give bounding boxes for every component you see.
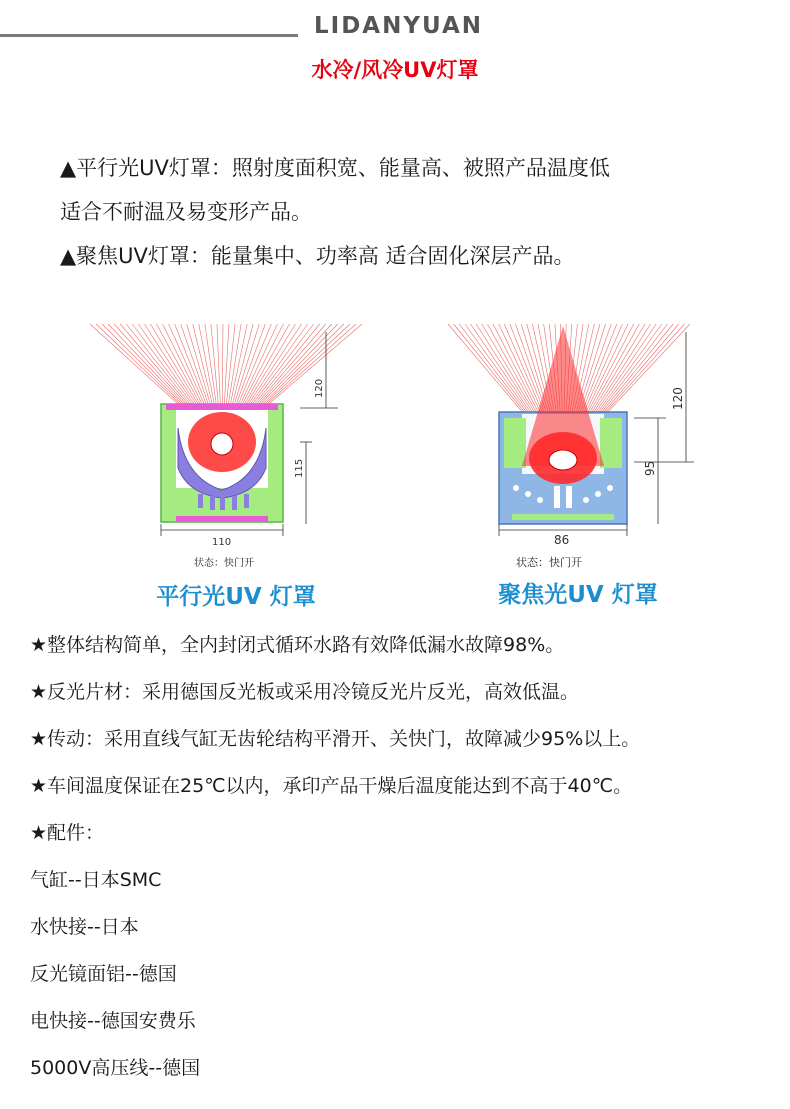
- intro-line-parallel-cont: 适合不耐温及易变形产品。: [60, 200, 312, 224]
- accessories-heading: ★配件：: [30, 822, 105, 844]
- intro-line-parallel: ▲平行光UV灯罩：照射度面积宽、能量高、被照产品温度低: [60, 156, 610, 180]
- reflector-strip: [166, 404, 278, 410]
- header-divider: [0, 34, 298, 37]
- page-subtitle: 水冷/风冷UV灯罩: [311, 58, 479, 82]
- dim-label-top: 120: [671, 387, 685, 410]
- feature-row: ★整体结构简单，全内封闭式循环水路有效降低漏水故障98%。: [30, 634, 565, 656]
- dim-label-side: 95: [643, 460, 657, 476]
- uv-lamp-tube: [211, 433, 233, 455]
- parallel-lamp-diagram: [86, 318, 376, 578]
- focus-lamp-drawing: [444, 318, 704, 578]
- status-label: 状态：快门开: [194, 558, 254, 569]
- feature-row: ★反光片材：采用德国反光板或采用冷镜反光片反光，高效低温。: [30, 681, 580, 703]
- inner-green-left: [504, 418, 526, 468]
- dim-label-side: 115: [294, 458, 305, 478]
- dim-label-bottom: 110: [212, 537, 232, 548]
- feature-list: [30, 622, 780, 1092]
- inner-green-right: [600, 418, 622, 468]
- parallel-lamp-drawing: [86, 318, 376, 578]
- dim-label-bottom: 86: [554, 533, 570, 547]
- status-label: 状态：快门开: [516, 556, 582, 569]
- accessory-row: 气缸--日本SMC: [30, 869, 162, 891]
- focus-lamp-caption: 聚焦光UV 灯罩: [498, 582, 658, 608]
- quartz-window: [512, 514, 614, 520]
- accessory-row: 5000V高压线--德国: [30, 1057, 201, 1079]
- accessory-row: 水快接--日本: [30, 916, 139, 938]
- intro-text: [60, 146, 770, 278]
- quartz-window: [176, 516, 268, 522]
- accessory-row: 电快接--德国安费乐: [30, 1010, 196, 1032]
- brand-name: LIDANYUAN: [314, 13, 484, 39]
- intro-line-focus: ▲聚焦UV灯罩：能量集中、功率高 适合固化深层产品。: [60, 244, 575, 268]
- parallel-lamp-caption: 平行光UV 灯罩: [156, 584, 316, 610]
- feature-row: ★车间温度保证在25℃以内，承印产品干燥后温度能达到不高于40℃。: [30, 775, 633, 797]
- feature-row: ★传动：采用直线气缸无齿轮结构平滑开、关快门，故障减少95%以上。: [30, 728, 641, 750]
- dim-label-top: 120: [314, 378, 325, 398]
- focus-lamp-diagram: [444, 318, 704, 578]
- accessory-row: 反光镜面铝--德国: [30, 963, 177, 985]
- uv-lamp-tube: [549, 450, 577, 470]
